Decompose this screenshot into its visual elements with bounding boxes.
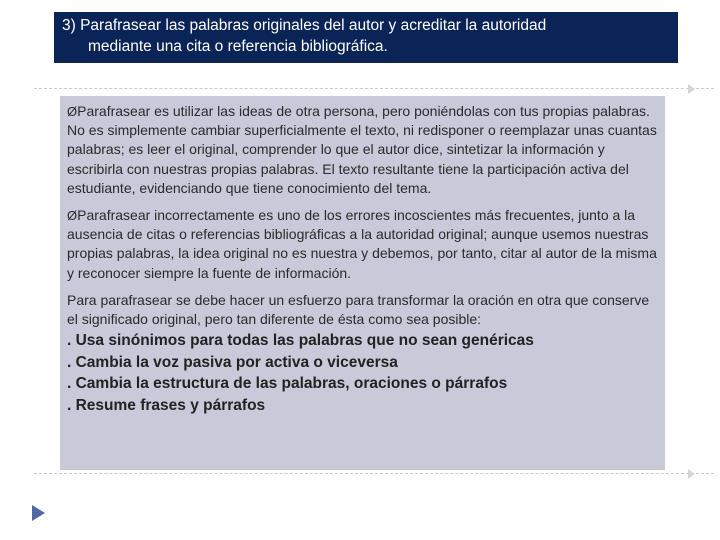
play-triangle-icon[interactable] [32, 505, 45, 521]
slide-title-line2: mediante una cita o referencia bibliográfica. [88, 38, 388, 55]
arrow-bullet-icon: Ø [67, 104, 78, 119]
bottom-divider [34, 473, 714, 474]
paragraph-instructions: Para parafrasear se debe hacer un esfuerzo para transformar la oración en otra que conserve el significado original, pero tan diferente de ésta como sea posible: [67, 291, 650, 328]
step-structure: . Cambia la estructura de las palabras, oraciones o párrafos [67, 375, 508, 393]
paragraph-errors [67, 206, 657, 283]
divider-end-triangle-icon [688, 469, 695, 479]
step-synonyms: . Usa sinónimos para todas las palabras que no sean genéricas [67, 332, 534, 350]
step-summarize: . Resume frases y párrafos [67, 396, 266, 414]
paragraph-definition-text: Parafrasear es utilizar las ideas de otra persona, pero poniéndolas con tus propias palabras. No es simplemente cambiar superficialmente el texto, ni redisponer o reemplazar unas cuantas palabras; es leer el original, comprender lo que el autor dice, sintetizar la información y escribirla con nuestras propias palabras. El texto resultante tiene la participación activa del estudiante, evidenciando que tiene conocimiento del tema. [67, 103, 657, 196]
paragraph-definition [67, 102, 657, 198]
arrow-bullet-icon: Ø [67, 208, 78, 224]
top-divider [34, 88, 714, 89]
divider-end-triangle-icon [688, 84, 695, 94]
slide-title [54, 12, 678, 63]
steps-list [67, 330, 657, 416]
content-box [60, 96, 665, 470]
paragraph-errors-text: Parafrasear incorrectamente es uno de los errores incoscientes más frecuentes, junto a la ausencia de citas o referencias bibliográficas a la autoridad original; aunque usemos nuestras propias palabras, la idea original no es nuestra y debemos, por tanto, citar al autor de la misma y reconocer siempre la fuente de información. [67, 207, 657, 281]
slide-title-line1: 3) Parafrasear las palabras originales del autor y acreditar la autoridad [62, 17, 547, 34]
step-voice: . Cambia la voz pasiva por activa o viceversa [67, 353, 398, 371]
